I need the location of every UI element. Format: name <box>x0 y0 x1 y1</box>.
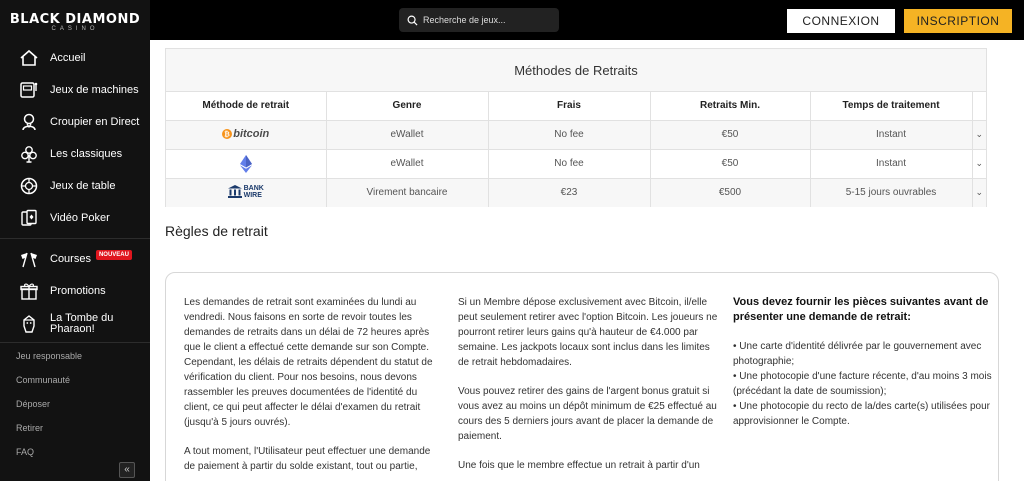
documents-item: • Une carte d'identité délivrée par le gouvernement avec photographie; <box>733 341 982 367</box>
secondary-links <box>0 344 150 464</box>
club-icon <box>18 143 40 165</box>
top-bar <box>150 0 1024 40</box>
column-header: Genre <box>326 92 488 120</box>
link-jeu-responsable[interactable]: Jeu responsable <box>16 351 83 361</box>
nav-label: Promotions <box>50 285 106 297</box>
expand-cell[interactable] <box>972 149 986 178</box>
column-header: Temps de traitement <box>810 92 972 120</box>
nav-divider-2 <box>0 342 150 343</box>
rules-column-3 <box>733 295 993 429</box>
nav-label: Vidéo Poker <box>50 212 110 224</box>
login-button[interactable]: CONNEXION <box>787 9 895 33</box>
column-header: Retraits Min. <box>650 92 810 120</box>
min-cell: €50 <box>650 120 810 149</box>
ethereum-icon <box>240 155 252 173</box>
wire-label: WIRE <box>243 191 262 199</box>
signup-button[interactable]: INSCRIPTION <box>904 9 1012 33</box>
nav-item-courses[interactable] <box>0 243 150 275</box>
withdrawal-methods-table <box>165 48 987 207</box>
main-nav <box>0 42 150 341</box>
rules-column-2 <box>458 295 722 481</box>
chip-icon <box>18 175 40 197</box>
main-content <box>150 40 1024 481</box>
search-icon <box>407 15 418 26</box>
rules-paragraph: Les demandes de retrait sont examinées du lundi au vendredi. Nous faisons en sorte de revoir toutes les demandes de retraits dans un délai de 72 heures après que le client a effectué cette demande sur son Compte. Cependant, les délais de retraits dépendent du statut de vérification du client. Pour nos besoins, nous devons rassembler les preuves documentées de l'identité du client, ce qui peut affecter le délai d'examen du retrait (jusqu'à 5 jours ouvrés). <box>184 297 433 428</box>
nav-item-promotions[interactable] <box>0 275 150 307</box>
method-cell <box>166 178 326 207</box>
collapse-sidebar-button[interactable]: « <box>119 462 135 478</box>
method-cell <box>166 149 326 178</box>
nav-divider <box>0 238 150 239</box>
nav-item-accueil[interactable] <box>0 42 150 74</box>
fee-cell: No fee <box>488 120 650 149</box>
table-row[interactable] <box>166 178 986 207</box>
fee-cell: No fee <box>488 149 650 178</box>
rules-title: Règles de retrait <box>165 223 268 239</box>
expand-cell[interactable] <box>972 178 986 207</box>
chevron-down-icon[interactable]: ⌄ <box>975 158 984 168</box>
time-cell: Instant <box>810 149 972 178</box>
brand-name: BLACK DIAMOND <box>9 12 141 27</box>
nav-label: Jeux de machines <box>50 84 139 96</box>
fee-cell: €23 <box>488 178 650 207</box>
nav-label: Accueil <box>50 52 86 64</box>
type-cell: eWallet <box>326 120 488 149</box>
column-header: Méthode de retrait <box>166 92 326 120</box>
dealer-icon <box>18 111 40 133</box>
bitcoin-logo <box>222 128 269 140</box>
documents-item: • Une photocopie du recto de la/des carte(s) utilisées pour approvisionner le Compte. <box>733 401 990 427</box>
time-cell: Instant <box>810 120 972 149</box>
nav-label: La Tombe du Pharaon! <box>50 312 114 335</box>
nav-label: Courses <box>50 253 91 265</box>
min-cell: €50 <box>650 149 810 178</box>
link-retirer[interactable]: Retirer <box>16 423 44 433</box>
documents-heading: Vous devez fournir les pièces suivantes avant de présenter une demande de retrait: <box>733 296 989 323</box>
type-cell: eWallet <box>326 149 488 178</box>
bank-icon <box>228 185 242 198</box>
link-faq[interactable]: FAQ <box>16 447 35 457</box>
rules-panel <box>165 272 999 481</box>
sidebar <box>0 0 150 481</box>
rules-paragraph: Une fois que le membre effectue un retrait à partir d'un <box>458 460 700 471</box>
column-header-expand <box>972 92 986 120</box>
nav-label: Croupier en Direct <box>50 116 140 128</box>
brand-sub: CASINO <box>51 26 99 32</box>
rules-paragraph: A tout moment, l'Utilisateur peut effectuer une demande de paiement à partir du solde existant, tout ou partie, <box>184 446 431 472</box>
nav-item-pharaon[interactable] <box>0 307 150 341</box>
chevron-down-icon[interactable]: ⌄ <box>975 187 984 198</box>
type-cell: Virement bancaire <box>326 178 488 207</box>
chevron-down-icon[interactable]: ⌄ <box>975 129 984 139</box>
nav-label: Jeux de table <box>50 180 116 192</box>
time-cell: 5-15 jours ouvrables <box>810 178 972 207</box>
nav-item-jeux-de-machines[interactable] <box>0 74 150 106</box>
method-cell <box>166 120 326 149</box>
nav-item-video-poker[interactable] <box>0 202 150 234</box>
brand-logo[interactable] <box>0 0 150 40</box>
rules-paragraph: Si un Membre dépose exclusivement avec Bitcoin, il/elle peut seulement retirer avec l'option Bitcoin. Les joueurs ne pourront retirer leurs gains qu'à hauteur de €4.000 par semaine. Les jackpots locaux sont inclus dans les limites de retrait hebdomadaires. <box>458 297 718 368</box>
nav-item-classiques[interactable] <box>0 138 150 170</box>
bank-wire-logo <box>228 185 264 199</box>
table-title: Méthodes de Retraits <box>166 49 986 92</box>
bitcoin-icon <box>222 129 232 139</box>
home-icon <box>18 47 40 69</box>
search-box[interactable] <box>399 8 559 32</box>
search-input[interactable] <box>423 15 553 25</box>
cards-icon <box>18 207 40 229</box>
table-row[interactable] <box>166 120 986 149</box>
pharaoh-icon <box>18 313 40 335</box>
link-deposer[interactable]: Déposer <box>16 399 51 409</box>
gift-icon <box>18 280 40 302</box>
link-communaute[interactable]: Communauté <box>16 375 71 385</box>
expand-cell[interactable] <box>972 120 986 149</box>
nav-item-jeux-de-table[interactable] <box>0 170 150 202</box>
documents-item: • Une photocopie d'une facture récente, d'au moins 3 mois (précédant la date de soumission); <box>733 371 992 397</box>
rules-column-1 <box>184 295 442 481</box>
min-cell: €500 <box>650 178 810 207</box>
slot-machine-icon <box>18 79 40 101</box>
nav-label: Les classiques <box>50 148 123 160</box>
bank-label: BANK <box>243 184 264 192</box>
flags-icon <box>18 248 40 270</box>
bitcoin-label: bitcoin <box>233 127 270 140</box>
svg-text:₿: ₿ <box>224 130 231 139</box>
nav-item-croupier[interactable] <box>0 106 150 138</box>
new-badge: NOUVEAU <box>96 250 132 260</box>
column-header: Frais <box>488 92 650 120</box>
table-row[interactable] <box>166 149 986 178</box>
rules-paragraph: Vous pouvez retirer des gains de l'argent bonus gratuit si vous avez au moins un dépôt minimum de €25 effectué au cours des 5 derniers jours avant de placer la demande de paiement. <box>458 386 717 442</box>
